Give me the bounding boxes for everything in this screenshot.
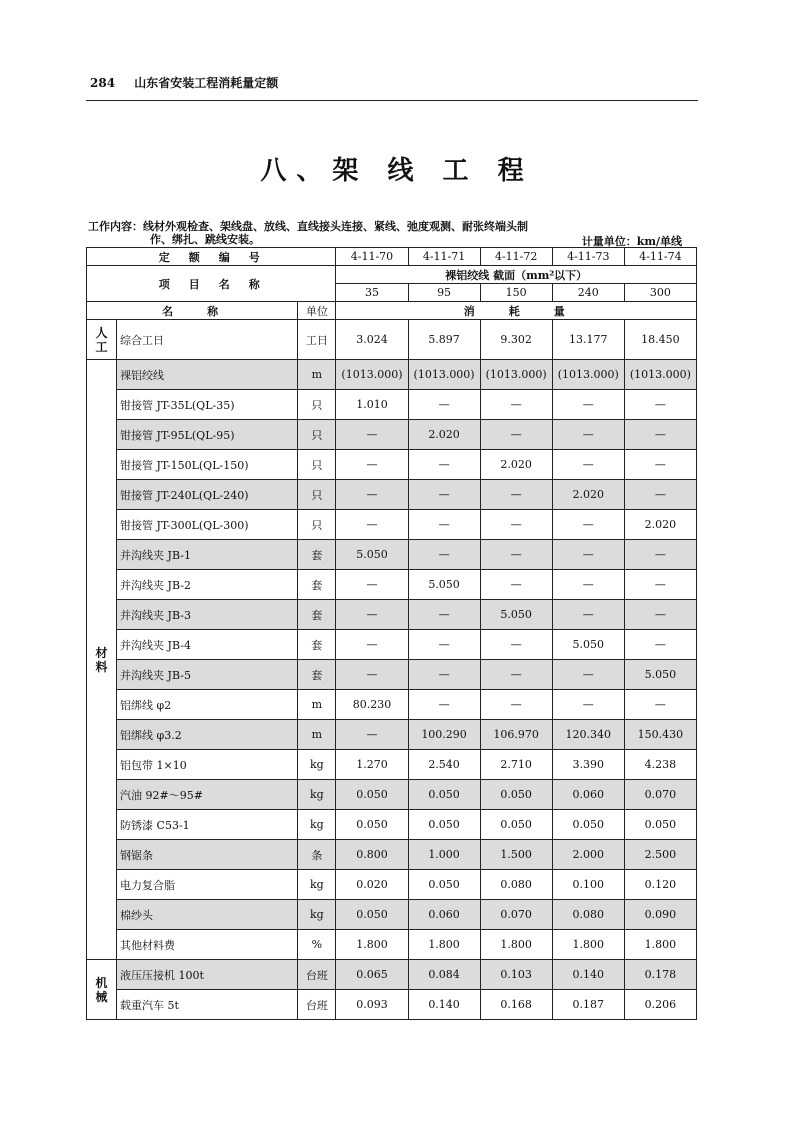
table-row: [87, 960, 697, 990]
item-value: 2.710: [480, 750, 552, 780]
item-value: 13.177: [552, 320, 624, 360]
item-value: 2.020: [408, 420, 480, 450]
item-value: —: [480, 630, 552, 660]
category-label: [87, 360, 117, 960]
item-value: 0.093: [336, 990, 408, 1020]
item-value: —: [552, 570, 624, 600]
item-name: 钳接管 JT-95L(QL-95): [117, 420, 298, 450]
item-value: 1.800: [552, 930, 624, 960]
item-value: —: [336, 630, 408, 660]
item-value: 0.800: [336, 840, 408, 870]
item-name-label: 项 目 名 称: [87, 266, 336, 302]
item-value: —: [624, 690, 696, 720]
item-value: 0.050: [624, 810, 696, 840]
quota-table: [86, 247, 697, 1020]
item-value: —: [480, 420, 552, 450]
item-unit: 套: [298, 600, 336, 630]
table-row: [87, 720, 697, 750]
item-name: 并沟线夹 JB-5: [117, 660, 298, 690]
item-value: —: [552, 540, 624, 570]
item-name: 载重汽车 5t: [117, 990, 298, 1020]
item-value: 5.050: [624, 660, 696, 690]
item-unit: m: [298, 360, 336, 390]
item-value: —: [552, 660, 624, 690]
table-row: [87, 320, 697, 360]
item-value: 0.050: [408, 780, 480, 810]
item-value: —: [336, 660, 408, 690]
table-row: [87, 900, 697, 930]
item-value: (1013.000): [552, 360, 624, 390]
item-value: —: [408, 630, 480, 660]
table-row: [87, 600, 697, 630]
table-row: [87, 420, 697, 450]
quota-code: 4-11-74: [624, 248, 696, 266]
item-value: 0.050: [408, 810, 480, 840]
item-value: —: [408, 690, 480, 720]
item-name: 铝包带 1×10: [117, 750, 298, 780]
item-unit: 套: [298, 540, 336, 570]
item-value: 1.500: [480, 840, 552, 870]
item-unit: 只: [298, 450, 336, 480]
item-value: 5.050: [408, 570, 480, 600]
item-value: —: [624, 450, 696, 480]
item-value: —: [408, 510, 480, 540]
item-unit: kg: [298, 900, 336, 930]
item-name: 汽油 92#～95#: [117, 780, 298, 810]
item-value: —: [552, 390, 624, 420]
item-name: 液压压接机 100t: [117, 960, 298, 990]
item-value: —: [408, 600, 480, 630]
item-name: 棉纱头: [117, 900, 298, 930]
item-value: 0.070: [624, 780, 696, 810]
item-value: —: [408, 390, 480, 420]
item-value: 0.187: [552, 990, 624, 1020]
category-text: 材料: [95, 645, 108, 674]
item-value: 2.500: [624, 840, 696, 870]
item-value: —: [336, 570, 408, 600]
item-value: 0.084: [408, 960, 480, 990]
item-value: —: [480, 390, 552, 420]
item-value: 0.080: [480, 870, 552, 900]
item-name: 综合工日: [117, 320, 298, 360]
table-row: [87, 480, 697, 510]
item-name: 钳接管 JT-35L(QL-35): [117, 390, 298, 420]
item-value: —: [336, 720, 408, 750]
table-row: [87, 870, 697, 900]
measurement-unit: 计量单位：km/单线: [581, 235, 682, 248]
table-row: [87, 510, 697, 540]
table-row: [87, 360, 697, 390]
category-label: [87, 320, 117, 360]
item-value: —: [624, 390, 696, 420]
item-value: —: [408, 450, 480, 480]
consumption-label: 消 耗 量: [336, 302, 697, 320]
table-row: [87, 450, 697, 480]
item-name: 并沟线夹 JB-4: [117, 630, 298, 660]
item-value: —: [336, 450, 408, 480]
item-value: 2.000: [552, 840, 624, 870]
item-value: 9.302: [480, 320, 552, 360]
item-value: 80.230: [336, 690, 408, 720]
item-unit: 台班: [298, 960, 336, 990]
item-value: 0.100: [552, 870, 624, 900]
item-value: (1013.000): [624, 360, 696, 390]
page-header: [90, 74, 278, 91]
item-value: 1.010: [336, 390, 408, 420]
item-value: 5.050: [480, 600, 552, 630]
item-value: 0.060: [552, 780, 624, 810]
item-value: (1013.000): [336, 360, 408, 390]
item-value: —: [624, 570, 696, 600]
work-content-line2: 作、绑扎、跳线安装。: [150, 233, 260, 246]
item-unit: 只: [298, 480, 336, 510]
item-value: —: [336, 480, 408, 510]
item-name: 并沟线夹 JB-2: [117, 570, 298, 600]
item-value: —: [336, 420, 408, 450]
item-name: 电力复合脂: [117, 870, 298, 900]
item-value: 5.050: [336, 540, 408, 570]
item-value: —: [624, 540, 696, 570]
item-unit: %: [298, 930, 336, 960]
item-value: 0.168: [480, 990, 552, 1020]
item-value: 1.800: [480, 930, 552, 960]
table-row: [87, 630, 697, 660]
table-row: [87, 750, 697, 780]
item-unit: m: [298, 690, 336, 720]
section-size: 95: [408, 284, 480, 302]
item-value: 1.000: [408, 840, 480, 870]
item-unit: kg: [298, 870, 336, 900]
item-value: —: [552, 450, 624, 480]
quota-number-label: 定 额 编 号: [87, 248, 336, 266]
item-value: —: [552, 420, 624, 450]
item-value: 3.390: [552, 750, 624, 780]
section-size: 300: [624, 284, 696, 302]
item-value: 2.020: [624, 510, 696, 540]
category-text: 机械: [95, 975, 108, 1004]
category-label: [87, 960, 117, 1020]
item-value: 0.050: [336, 780, 408, 810]
item-value: 0.050: [336, 900, 408, 930]
item-unit: 套: [298, 630, 336, 660]
item-value: 0.065: [336, 960, 408, 990]
item-name: 钳接管 JT-150L(QL-150): [117, 450, 298, 480]
quota-code: 4-11-70: [336, 248, 408, 266]
item-value: 0.140: [408, 990, 480, 1020]
item-value: 0.090: [624, 900, 696, 930]
item-value: —: [336, 510, 408, 540]
item-value: 0.050: [552, 810, 624, 840]
item-value: 0.103: [480, 960, 552, 990]
item-value: —: [624, 630, 696, 660]
item-name: 防锈漆 C53-1: [117, 810, 298, 840]
table-row: [87, 570, 697, 600]
item-name: 钳接管 JT-300L(QL-300): [117, 510, 298, 540]
item-unit: 条: [298, 840, 336, 870]
item-unit: 套: [298, 570, 336, 600]
item-unit: 只: [298, 390, 336, 420]
table-row: [87, 930, 697, 960]
item-value: 0.050: [480, 810, 552, 840]
item-value: 2.540: [408, 750, 480, 780]
item-unit: 只: [298, 510, 336, 540]
item-name: 钳接管 JT-240L(QL-240): [117, 480, 298, 510]
item-unit: 台班: [298, 990, 336, 1020]
item-value: —: [408, 660, 480, 690]
item-name: 并沟线夹 JB-1: [117, 540, 298, 570]
item-value: 0.050: [480, 780, 552, 810]
item-name: 铝绑线 φ2: [117, 690, 298, 720]
item-value: 0.070: [480, 900, 552, 930]
item-value: 0.178: [624, 960, 696, 990]
item-value: 0.120: [624, 870, 696, 900]
item-name: 裸铝绞线: [117, 360, 298, 390]
section-size: 150: [480, 284, 552, 302]
item-value: 18.450: [624, 320, 696, 360]
item-unit: 套: [298, 660, 336, 690]
work-content-line1: 工作内容：线材外观检查、架线盘、放线、直线接头连接、紧线、弛度观测、耐张终端头制: [88, 220, 528, 233]
table-row: [87, 810, 697, 840]
item-unit: 只: [298, 420, 336, 450]
running-title: 山东省安装工程消耗量定额: [134, 76, 279, 90]
table-row: [87, 840, 697, 870]
section-size: 240: [552, 284, 624, 302]
quota-code: 4-11-71: [408, 248, 480, 266]
item-value: 0.050: [336, 810, 408, 840]
item-value: 5.050: [552, 630, 624, 660]
item-value: —: [480, 510, 552, 540]
quota-code: 4-11-72: [480, 248, 552, 266]
item-value: —: [480, 540, 552, 570]
item-value: 1.800: [336, 930, 408, 960]
item-unit: 工日: [298, 320, 336, 360]
table-row: [87, 390, 697, 420]
item-value: 4.238: [624, 750, 696, 780]
item-value: (1013.000): [480, 360, 552, 390]
item-value: 100.290: [408, 720, 480, 750]
item-value: 0.140: [552, 960, 624, 990]
item-value: 0.206: [624, 990, 696, 1020]
table-row: [87, 990, 697, 1020]
item-name: 其他材料费: [117, 930, 298, 960]
item-value: 1.800: [624, 930, 696, 960]
item-value: —: [552, 690, 624, 720]
item-value: 0.080: [552, 900, 624, 930]
item-value: 0.050: [408, 870, 480, 900]
quota-code: 4-11-73: [552, 248, 624, 266]
section-size: 35: [336, 284, 408, 302]
item-unit: kg: [298, 780, 336, 810]
item-unit: m: [298, 720, 336, 750]
table-row: [87, 780, 697, 810]
item-unit: kg: [298, 750, 336, 780]
item-value: 3.024: [336, 320, 408, 360]
page-number: 284: [90, 76, 116, 90]
item-unit: kg: [298, 810, 336, 840]
item-value: 2.020: [552, 480, 624, 510]
item-value: —: [624, 480, 696, 510]
unit-column-label: 单位: [298, 302, 336, 320]
name-column-label: 名 称: [87, 302, 298, 320]
item-value: —: [552, 600, 624, 630]
item-value: 0.020: [336, 870, 408, 900]
table-row: [87, 540, 697, 570]
item-value: 0.060: [408, 900, 480, 930]
item-value: —: [480, 480, 552, 510]
item-name: 钢锯条: [117, 840, 298, 870]
item-value: 120.340: [552, 720, 624, 750]
item-value: —: [480, 690, 552, 720]
item-value: —: [480, 660, 552, 690]
item-value: (1013.000): [408, 360, 480, 390]
item-name: 铝绑线 φ3.2: [117, 720, 298, 750]
item-value: —: [480, 570, 552, 600]
item-value: —: [336, 600, 408, 630]
item-value: 106.970: [480, 720, 552, 750]
item-value: —: [624, 420, 696, 450]
item-value: —: [552, 510, 624, 540]
item-value: —: [408, 540, 480, 570]
item-value: 1.270: [336, 750, 408, 780]
group-label: 裸铝绞线 截面（mm²以下）: [336, 266, 697, 284]
header-rule: [86, 100, 698, 101]
item-value: 1.800: [408, 930, 480, 960]
item-value: 150.430: [624, 720, 696, 750]
table-row: [87, 690, 697, 720]
section-title: 八、架 线 工 程: [260, 156, 534, 186]
category-text: 人工: [95, 325, 108, 354]
item-value: —: [624, 600, 696, 630]
item-name: 并沟线夹 JB-3: [117, 600, 298, 630]
item-value: —: [408, 480, 480, 510]
table-row: [87, 660, 697, 690]
item-value: 2.020: [480, 450, 552, 480]
item-value: 5.897: [408, 320, 480, 360]
